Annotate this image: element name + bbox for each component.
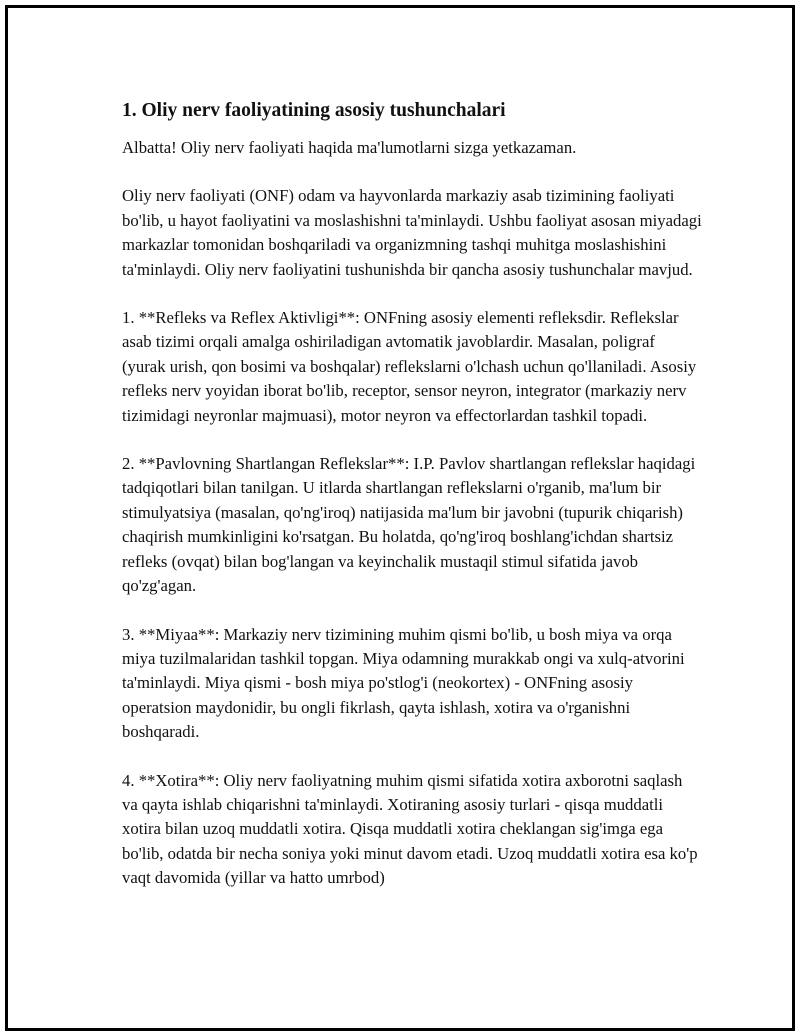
document-body	[122, 98, 702, 915]
paragraph-intro: Albatta! Oliy nerv faoliyati haqida ma'lumotlarni sizga yetkazaman.	[122, 138, 577, 157]
paragraph-brain: 3. **Miyaa**: Markaziy nerv tizimining muhim qismi bo'lib, u bosh miya va orqa miya tuzilmalaridan tashkil topgan. Miya odamning murakkab ongi va xulq-atvorini ta'minlaydi. Miya qismi - bosh miya po'stlog'i (neokortex) - ONFning asosiy operatsion maydonidir, bu ongli fikrlash, qayta ishlash, xotira va o'rganishni boshqaradi.	[122, 624, 685, 742]
paragraph-memory: 4. **Xotira**: Oliy nerv faoliyatning muhim qismi sifatida xotira axborotni saqlash va qayta ishlab chiqarishni ta'minlaydi. Xotiraning asosiy turlari - qisqa muddatli xotira bilan uzoq muddatli xotira. Qisqa muddatli xotira cheklangan sig'imga ega bo'lib, odatda bir necha soniya yoki minut davom etadi. Uzoq muddatli xotira esa ko'p vaqt davomida (yillar va hatto umrbod)	[122, 770, 698, 888]
paragraph-overview: Oliy nerv faoliyati (ONF) odam va hayvonlarda markaziy asab tizimining faoliyati bo'lib, u hayot faoliyatini va moslashishni ta'minlaydi. Ushbu faoliyat asosan miyadagi markazlar tomonidan boshqariladi va organizmning tashqi muhitga moslashishini ta'minlaydi. Oliy nerv faoliyatini tushunishda bir qancha asosiy tushunchalar mavjud.	[122, 186, 702, 279]
document-title: 1. Oliy nerv faoliyatining asosiy tushunchalari	[122, 100, 506, 121]
paragraph-pavlov: 2. **Pavlovning Shartlangan Reflekslar**: I.P. Pavlov shartlangan reflekslar haqidagi tadqiqotlari bilan tanilgan. U itlarda shartlangan reflekslarni o'rganib, ma'lum bir stimulyatsiya (masalan, qo'ng'iroq) natijasida ma'lum bir javobni (tupurik chiqarish) chaqirish mumkinligini ko'rsatgan. Bu holatda, qo'ng'iroq boshlang'ichdan shartsiz refleks (ovqat) bilan bog'langan va keyinchalik mustaqil stimul sifatida javob qo'zg'agan.	[122, 454, 696, 596]
paragraph-reflex: 1. **Refleks va Reflex Aktivligi**: ONFning asosiy elementi refleksdir. Reflekslar asab tizimi orqali amalga oshiriladigan avtomatik javoblardir. Masalan, poligraf (yurak urish, qon bosimi va boshqalar) reflekslarni o'lchash uchun qo'llaniladi. Asosiy refleks nerv yoyidan iborat bo'lib, receptor, sensor neyron, integrator (markaziy nerv tizimidagi neyronlar majmuasi), motor neyron va effectorlardan tashkil topadi.	[122, 308, 697, 425]
page-frame	[5, 5, 795, 1031]
